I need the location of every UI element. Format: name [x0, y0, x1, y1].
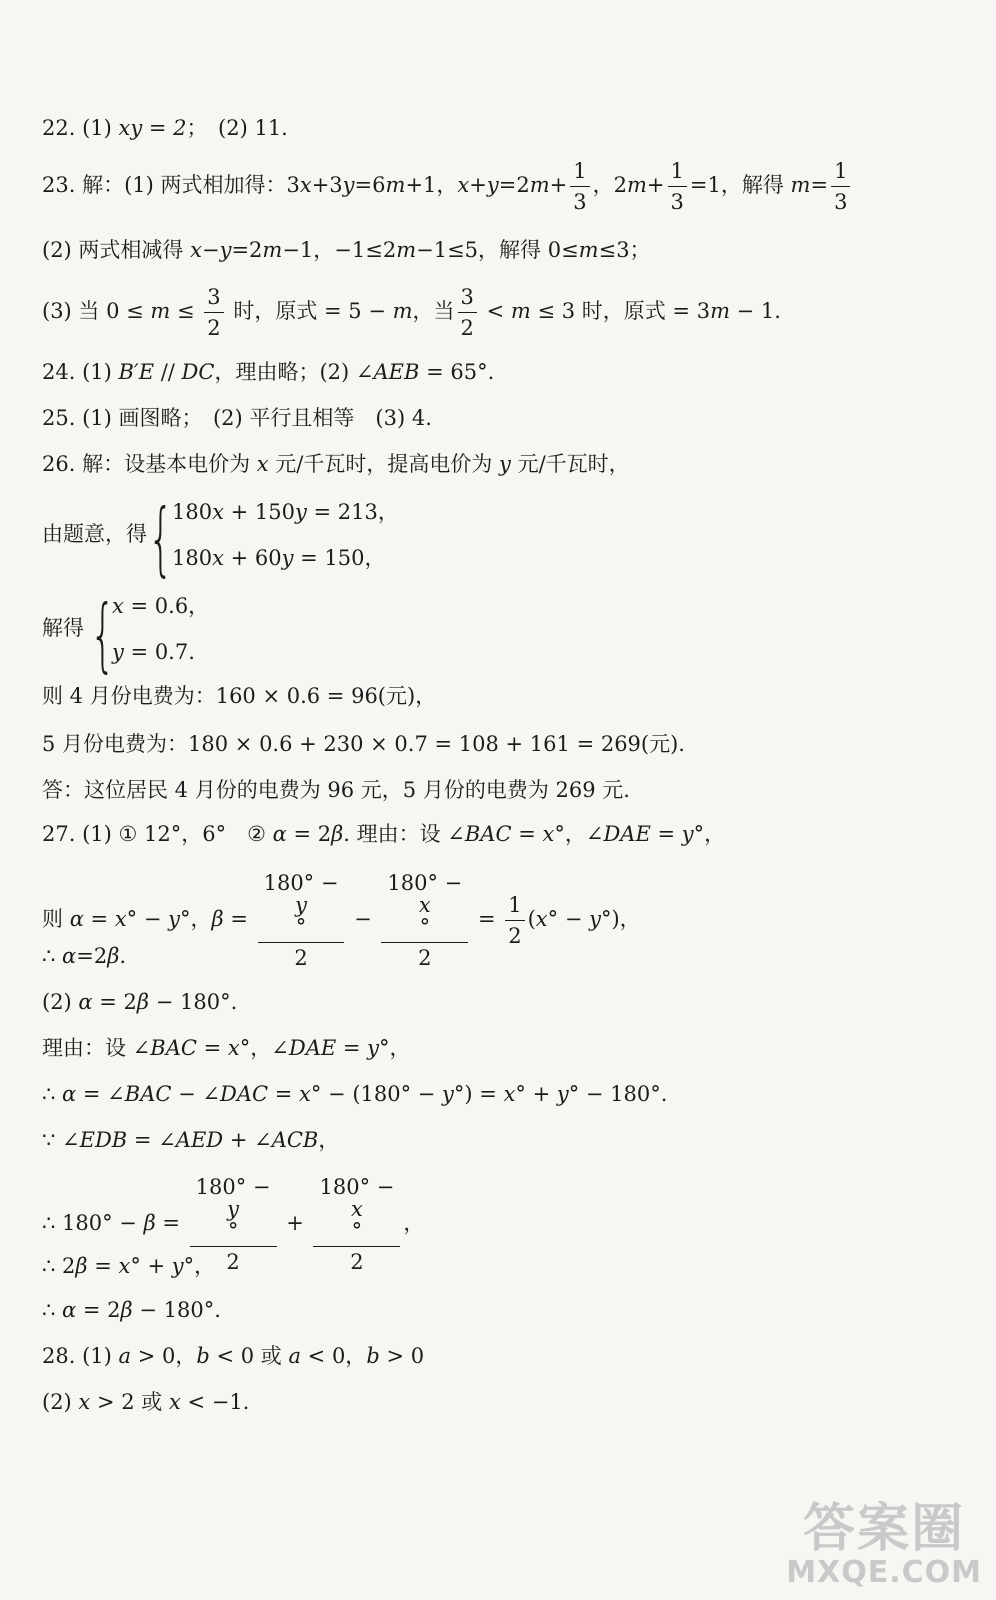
- frac-text: °: [227, 1219, 239, 1244]
- frac-numerator: [381, 872, 468, 943]
- q23-l1-text: =6: [354, 173, 386, 198]
- var-beta: β: [120, 1298, 133, 1322]
- var-m: m: [262, 238, 283, 262]
- fraction: [313, 1176, 400, 1273]
- answer-28-line-2: [42, 1392, 249, 1413]
- eq-text: = 0.6，: [123, 594, 210, 618]
- var-m: m: [150, 299, 171, 324]
- q23-l3-text: ≤ 3 时，原式 = 3: [530, 299, 711, 324]
- eq-text: + 60: [223, 546, 282, 570]
- frac-denominator: 2: [207, 316, 221, 341]
- var-m: m: [626, 173, 647, 198]
- answer-27-line-2: [42, 872, 641, 969]
- q22-part2: ； (2) 11.: [186, 116, 288, 140]
- var-x: x: [190, 238, 202, 262]
- frac-denominator: 2: [508, 924, 522, 949]
- eq-text: + 150: [223, 500, 295, 524]
- q24-text: ，理由略；(2) ∠: [214, 360, 374, 384]
- var-y: y: [556, 1082, 569, 1106]
- q23-l2-text: −: [201, 238, 220, 262]
- q23-l2-text: −1≤5，解得 0≤: [416, 238, 579, 262]
- answer-27-line-10: [42, 1300, 221, 1321]
- q27-text: 则: [42, 907, 70, 932]
- var-y: y: [171, 1254, 184, 1278]
- q23-l1-text: =1，解得: [689, 173, 791, 198]
- q23-l1-text: +: [646, 173, 665, 198]
- var-alpha: α: [62, 1298, 77, 1322]
- q26-text: 元/千瓦时，提高电价为: [268, 452, 500, 476]
- q27-text: =: [196, 1036, 228, 1060]
- system-1-label: 由题意，得: [42, 522, 147, 546]
- therefore-text: ∴: [42, 1298, 63, 1322]
- frac-denominator: 2: [418, 946, 432, 971]
- q27-angle: BAC: [124, 1082, 172, 1106]
- q23-l2-text: (2) 两式相减得: [42, 238, 191, 262]
- var-alpha: α: [69, 907, 84, 932]
- answer-26-line-1: [42, 454, 630, 475]
- var-m: m: [710, 299, 730, 324]
- frac-text: °: [351, 1219, 363, 1244]
- q28-text: 28. (1): [42, 1344, 119, 1368]
- q27-text: °) =: [453, 1082, 504, 1106]
- watermark-url: MXQE.COM: [786, 1555, 982, 1590]
- q22-part1: xy = 2: [118, 116, 187, 140]
- q28-text: (2): [42, 1390, 79, 1414]
- var-x: x: [114, 907, 127, 932]
- q27-text: = 2: [286, 822, 332, 846]
- var-y: y: [681, 822, 694, 846]
- frac-denominator: 3: [834, 190, 848, 215]
- var-y: y: [486, 173, 499, 198]
- q28-text: < −1.: [180, 1390, 250, 1414]
- frac-denominator: 3: [670, 190, 684, 215]
- var-y: y: [295, 893, 307, 918]
- q27-text: +: [279, 1211, 311, 1236]
- eq-text: 180: [172, 546, 213, 570]
- april-fee: 则 4 月份电费为：160 × 0.6 = 96(元)，: [42, 684, 437, 708]
- q27-text: . 理由：设 ∠: [343, 822, 465, 846]
- var-x: x: [542, 822, 555, 846]
- q27-text: =: [336, 1036, 368, 1060]
- frac-text: 180° −: [195, 1175, 271, 1199]
- may-fee: 5 月份电费为：180 × 0.6 + 230 × 0.7 = 108 + 161 = 269(元).: [42, 732, 685, 756]
- frac-denominator: 3: [573, 190, 587, 215]
- q27-text: =: [511, 822, 543, 846]
- var-x: x: [256, 452, 269, 476]
- var-beta: β: [211, 907, 224, 932]
- fraction-three-halves: [458, 286, 477, 339]
- left-brace-icon: {: [148, 494, 174, 586]
- q23-l3-text: <: [479, 299, 511, 324]
- watermark-logo: [786, 1486, 982, 1590]
- because-text: ∵ ∠: [42, 1128, 80, 1152]
- q28-text: > 0，: [131, 1344, 197, 1368]
- var-x: x: [112, 594, 124, 618]
- var-x: x: [78, 1390, 91, 1414]
- q27-text: °，∠: [239, 1036, 289, 1060]
- system-2-label: 解得: [42, 616, 84, 640]
- var-x: x: [418, 893, 431, 918]
- system-1-row-1: [172, 502, 399, 523]
- q27-text: − ∠: [171, 1082, 220, 1106]
- fraction-one-third: [570, 160, 589, 213]
- var-y: y: [112, 640, 124, 664]
- frac-numerator: 1: [668, 160, 687, 187]
- system-2-row-1: [112, 596, 209, 617]
- var-y: y: [227, 1197, 240, 1222]
- q27-angle: EDB: [79, 1128, 128, 1152]
- frac-denominator: 2: [226, 1250, 240, 1275]
- q23-l1-text: +3: [311, 173, 343, 198]
- q27-text: =: [87, 1254, 119, 1278]
- q24-segment: DC: [181, 360, 215, 384]
- q23-l2-text: ≤3；: [598, 238, 651, 262]
- q24-angle: AEB: [373, 360, 420, 384]
- var-m: m: [578, 238, 599, 262]
- var-x: x: [118, 1254, 131, 1278]
- answer-23-line-1: [42, 160, 853, 213]
- q27-text: =: [650, 822, 682, 846]
- q27-text: °，: [379, 1036, 411, 1060]
- var-x: x: [168, 1390, 181, 1414]
- fraction-one-half: [505, 894, 524, 947]
- q23-l1-text: +: [469, 173, 487, 198]
- q27-text: °，: [183, 1254, 216, 1278]
- q27-text: = 2: [92, 990, 137, 1014]
- var-m: m: [510, 299, 531, 324]
- var-b: b: [196, 1344, 210, 1368]
- frac-denominator: 2: [294, 946, 308, 971]
- frac-text: °: [419, 915, 431, 940]
- eq-text: = 213，: [306, 500, 399, 524]
- answer-27-line-5: [42, 1038, 411, 1059]
- var-x: x: [535, 907, 548, 932]
- therefore-text: ∴ 2: [42, 1254, 76, 1278]
- var-beta: β: [143, 1211, 156, 1236]
- q27-text: − 180°.: [132, 1298, 221, 1322]
- var-b: b: [366, 1344, 380, 1368]
- var-beta: β: [107, 944, 120, 968]
- var-x: x: [350, 1197, 363, 1222]
- q27-text: =: [83, 907, 115, 932]
- var-y: y: [342, 173, 355, 198]
- q28-text: > 0: [379, 1344, 425, 1368]
- var-beta: β: [331, 822, 344, 846]
- frac-denominator: 2: [460, 316, 474, 341]
- q24-text: 24. (1): [42, 360, 119, 384]
- answer-24: [42, 362, 494, 383]
- q27-text: =: [268, 1082, 300, 1106]
- var-x: x: [503, 1082, 516, 1106]
- therefore-text: ∴: [42, 1082, 63, 1106]
- q27-text: ° +: [515, 1082, 557, 1106]
- q27-text: 理由：设 ∠: [42, 1036, 151, 1060]
- q27-text: ，: [318, 1128, 340, 1152]
- q27-text: °，: [180, 907, 212, 932]
- q27-text: =: [223, 907, 255, 932]
- answer-26-conclusion: 答：这位居民 4 月份的电费为 96 元，5 月份的电费为 269 元.: [42, 778, 630, 802]
- answer-22: [42, 118, 288, 139]
- var-m: m: [396, 238, 417, 262]
- frac-numerator: [190, 1176, 277, 1247]
- q27-text: ，: [403, 1211, 425, 1236]
- q27-text: ° − 180°.: [568, 1082, 668, 1106]
- left-brace-icon: {: [90, 590, 116, 682]
- fraction: [381, 872, 468, 969]
- q27-text: − 180°.: [149, 990, 238, 1014]
- var-y: y: [442, 1082, 454, 1106]
- q27-text: ° − (180° −: [310, 1082, 443, 1106]
- q23-l3-text: (3) 当 0 ≤: [42, 299, 151, 324]
- answer-28-line-1: [42, 1346, 424, 1367]
- var-beta: β: [136, 990, 150, 1014]
- frac-numerator: 1: [570, 160, 589, 187]
- watermark-title: 答案圈: [803, 1499, 966, 1559]
- q23-l3-text: 时，原式 = 5 −: [226, 299, 393, 324]
- var-x: x: [457, 173, 470, 198]
- answer-27-line-9: [42, 1256, 215, 1277]
- frac-denominator: 2: [350, 1250, 364, 1275]
- q22-label: 22. (1): [42, 116, 112, 140]
- q27-angle: BAC: [150, 1036, 197, 1060]
- therefore-text: ∴: [42, 944, 63, 968]
- frac-numerator: 1: [831, 160, 850, 187]
- q28-text: < 0，: [301, 1344, 367, 1368]
- q23-l1-text: ，2: [592, 173, 627, 198]
- q27-text: °，: [693, 822, 726, 846]
- q27-text: ° −: [126, 907, 169, 932]
- system-1-row-2: [172, 548, 386, 569]
- q23-l1-text: +: [549, 173, 568, 198]
- q27-text: .: [119, 944, 127, 968]
- q24-text: //: [154, 360, 182, 384]
- answer-27-line-4: [42, 992, 237, 1013]
- q27-text: ° −: [547, 907, 590, 932]
- q23-l3-text: − 1.: [729, 299, 781, 324]
- frac-text: 180° −: [263, 871, 339, 895]
- q27-angle: DAC: [220, 1082, 269, 1106]
- q27-angle: ACB: [271, 1128, 319, 1152]
- var-m: m: [392, 299, 413, 324]
- fraction-one-third: [831, 160, 850, 213]
- var-alpha: α: [62, 944, 77, 968]
- q23-l2-text: −1，−1≤2: [282, 238, 397, 262]
- answer-27-line-6: [42, 1084, 667, 1105]
- var-alpha: α: [62, 1082, 77, 1106]
- q27-text: =: [471, 907, 503, 932]
- q27-text: = 2: [76, 1298, 121, 1322]
- q27-text: =: [155, 1211, 187, 1236]
- var-y: y: [589, 907, 601, 932]
- q23-l3-text: ，当: [412, 299, 455, 324]
- q27-text: (: [527, 907, 536, 932]
- var-y: y: [219, 238, 232, 262]
- var-y: y: [367, 1036, 380, 1060]
- var-m: m: [790, 173, 811, 198]
- q27-angle: BAC: [464, 822, 512, 846]
- fraction-one-third: [668, 160, 687, 213]
- q24-text: = 65°.: [419, 360, 495, 384]
- var-y: y: [499, 452, 511, 476]
- frac-text: 180° −: [387, 871, 463, 895]
- var-m: m: [385, 173, 406, 198]
- q27-text: + ∠: [223, 1128, 272, 1152]
- var-x: x: [299, 1082, 311, 1106]
- var-x: x: [212, 500, 224, 524]
- var-beta: β: [75, 1254, 88, 1278]
- frac-numerator: 3: [458, 286, 477, 313]
- q27-text: °)，: [600, 907, 641, 932]
- q24-segment: B′E: [118, 360, 155, 384]
- var-x: x: [299, 173, 312, 198]
- var-a: a: [118, 1344, 132, 1368]
- var-m: m: [529, 173, 550, 198]
- q28-text: < 0 或: [209, 1344, 289, 1368]
- q26-text: 26. 解：设基本电价为: [42, 452, 257, 476]
- eq-text: = 150，: [293, 546, 386, 570]
- q23-l1-text: 23. 解：(1) 两式相加得：3: [42, 173, 300, 198]
- frac-text: 180° −: [319, 1175, 395, 1199]
- var-y: y: [294, 500, 307, 524]
- q23-l1-text: +1，: [405, 173, 458, 198]
- var-y: y: [281, 546, 294, 570]
- var-alpha: α: [272, 822, 287, 846]
- frac-numerator: [258, 872, 345, 943]
- var-alpha: α: [78, 990, 93, 1014]
- q23-l3-text: ≤: [170, 299, 202, 324]
- system-2-row-2: [112, 642, 195, 663]
- q27-text: =2: [76, 944, 108, 968]
- q27-text: = ∠: [127, 1128, 176, 1152]
- answer-27-line-7: [42, 1130, 339, 1151]
- frac-numerator: [313, 1176, 400, 1247]
- frac-text: °: [295, 915, 307, 940]
- q27-angle: DAE: [603, 822, 651, 846]
- q23-l1-text: =2: [498, 173, 530, 198]
- q27-angle: AED: [175, 1128, 224, 1152]
- q27-text: = ∠: [76, 1082, 125, 1106]
- q23-l1-text: =: [810, 173, 829, 198]
- eq-text: = 0.7.: [123, 640, 195, 664]
- therefore-text: ∴ 180° −: [42, 1211, 144, 1236]
- var-a: a: [288, 1344, 301, 1368]
- answer-25: 25. (1) 画图略； (2) 平行且相等 (3) 4.: [42, 406, 432, 430]
- q27-text: ° +: [130, 1254, 172, 1278]
- q28-text: > 2 或: [90, 1390, 169, 1414]
- q23-l2-text: =2: [231, 238, 263, 262]
- q26-text: 元/千瓦时，: [510, 452, 630, 476]
- var-x: x: [212, 546, 224, 570]
- answer-27-line-1: [42, 824, 725, 845]
- var-x: x: [227, 1036, 240, 1060]
- q27-text: (2): [42, 990, 79, 1014]
- frac-numerator: 1: [505, 894, 524, 921]
- answer-27-line-3: [42, 946, 126, 967]
- fraction: [258, 872, 345, 969]
- var-y: y: [168, 907, 180, 932]
- q27-angle: DAE: [288, 1036, 337, 1060]
- q27-text: °，∠: [554, 822, 604, 846]
- q27-text: 27. (1) ① 12°，6° ②: [42, 822, 273, 846]
- answer-23-line-3: [42, 286, 781, 339]
- q27-text: −: [347, 907, 379, 932]
- answer-23-line-2: [42, 240, 651, 261]
- frac-numerator: 3: [204, 286, 223, 313]
- eq-text: 180: [172, 500, 213, 524]
- fraction-three-halves: [204, 286, 223, 339]
